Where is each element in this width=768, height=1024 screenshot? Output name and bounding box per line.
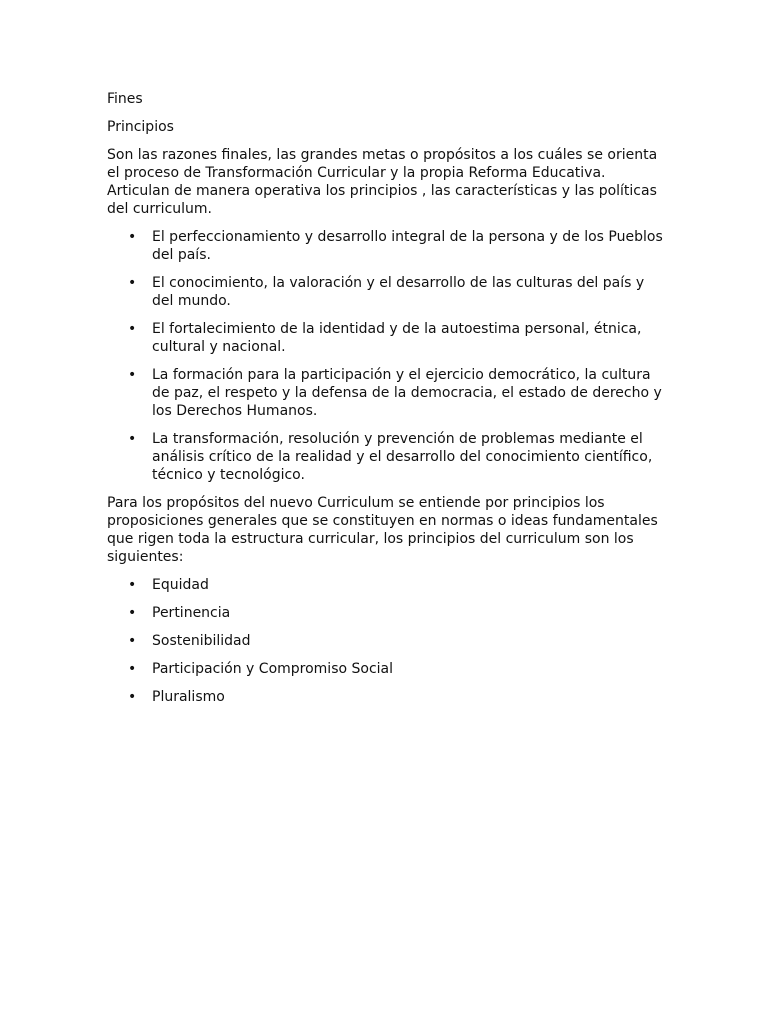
- bullet-icon: •: [128, 367, 137, 383]
- bullet-icon: •: [128, 321, 137, 337]
- principios-list: [107, 576, 667, 706]
- bullet-icon: •: [128, 689, 137, 705]
- list-item: [107, 320, 667, 356]
- list-item: [107, 430, 667, 484]
- bullet-icon: •: [128, 275, 137, 291]
- list-item-text: Sostenibilidad: [152, 633, 251, 649]
- list-item-text: Pertinencia: [152, 605, 231, 621]
- list-item-text: Participación y Compromiso Social: [152, 661, 394, 677]
- bullet-icon: •: [128, 633, 137, 649]
- bullet-icon: •: [128, 577, 137, 593]
- list-item: [107, 274, 667, 310]
- intro-paragraph: Son las razones finales, las grandes metas o propósitos a los cuáles se orienta el proceso de Transformación Curricular y la propia Reforma Educativa. Articulan de manera operativa los principios , las características y las políticas del curriculum.: [107, 147, 658, 217]
- document-page: [107, 90, 667, 716]
- list-item-text: Equidad: [152, 577, 209, 593]
- list-item-text: El conocimiento, la valoración y el desarrollo de las culturas del país y del mundo.: [152, 275, 645, 309]
- list-item: [107, 228, 667, 264]
- bullet-icon: •: [128, 661, 137, 677]
- list-item: [107, 660, 667, 678]
- list-item-text: Pluralismo: [152, 689, 225, 705]
- list-item-text: El perfeccionamiento y desarrollo integral de la persona y de los Pueblos del país.: [152, 229, 663, 263]
- list-item-text: La transformación, resolución y prevención de problemas mediante el análisis crítico de la realidad y el desarrollo del conocimiento científico, técnico y tecnológico.: [152, 431, 653, 483]
- list-item-text: El fortalecimiento de la identidad y de la autoestima personal, étnica, cultural y nacional.: [152, 321, 642, 355]
- list-item: [107, 632, 667, 650]
- list-item: [107, 604, 667, 622]
- list-item: [107, 366, 667, 420]
- heading-principios: Principios: [107, 119, 174, 135]
- list-item: [107, 576, 667, 594]
- heading-fines: Fines: [107, 91, 143, 107]
- fines-list: [107, 228, 667, 484]
- bullet-icon: •: [128, 605, 137, 621]
- list-item-text: La formación para la participación y el ejercicio democrático, la cultura de paz, el respeto y la defensa de la democracia, el estado de derecho y los Derechos Humanos.: [152, 367, 662, 419]
- principios-paragraph: Para los propósitos del nuevo Curriculum se entiende por principios los proposiciones generales que se constituyen en normas o ideas fundamentales que rigen toda la estructura curricular, los principios del curriculum son los siguientes:: [107, 495, 658, 565]
- bullet-icon: •: [128, 431, 137, 447]
- bullet-icon: •: [128, 229, 137, 245]
- list-item: [107, 688, 667, 706]
